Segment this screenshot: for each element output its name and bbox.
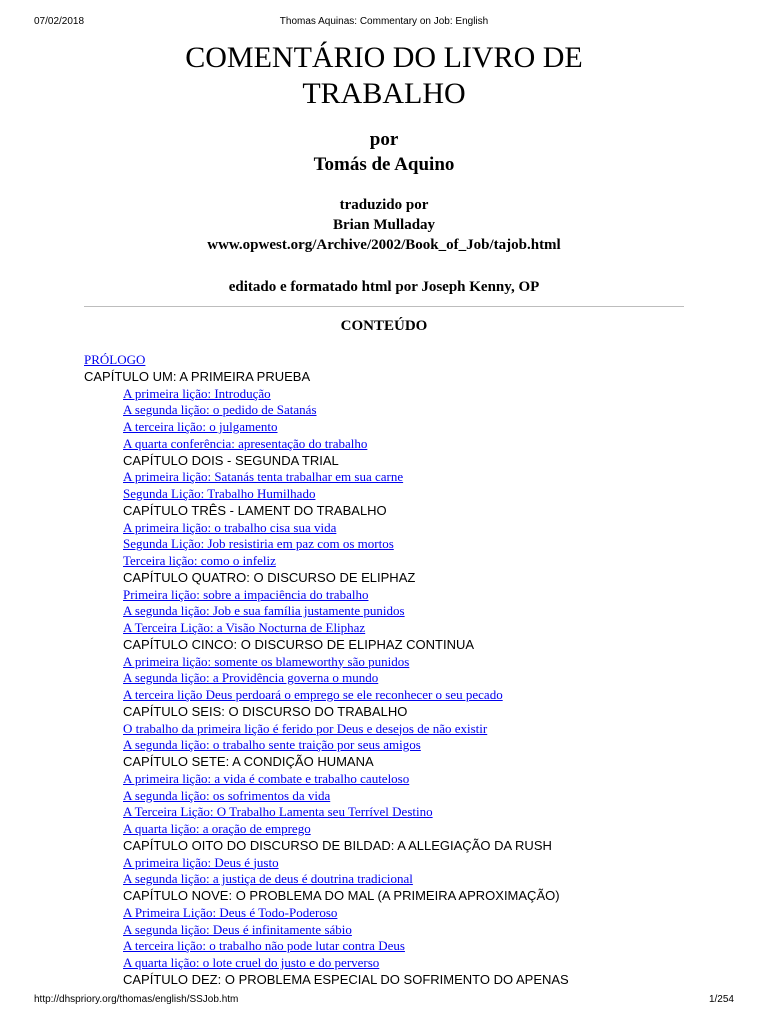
toc-entry-row: [84, 654, 684, 671]
toc-link[interactable]: A terceira lição Deus perdoará o emprego se ele reconhecer o seu pecado: [123, 687, 503, 702]
toc-chapter-heading: CAPÍTULO DEZ: O PROBLEMA ESPECIAL DO SOFRIMENTO DO APENAS: [123, 971, 569, 987]
toc-entry-row: [84, 922, 684, 939]
toc-entry-row: [84, 737, 684, 754]
title-line-2: TRABALHO: [302, 77, 466, 110]
toc-entry-row: [84, 788, 684, 805]
toc-entry-row: [84, 587, 684, 604]
toc-link[interactable]: A primeira lição: Introdução: [123, 385, 271, 401]
toc-link[interactable]: A Terceira Lição: O Trabalho Lamenta seu Terrível Destino: [123, 804, 433, 820]
toc-entry-row: [84, 855, 684, 872]
toc-link[interactable]: A primeira lição: Satanás tenta trabalhar em sua carne: [123, 469, 404, 485]
toc-chapter-heading: CAPÍTULO OITO DO DISCURSO DE BILDAD: A ALLEGIAÇÃO DA RUSH: [123, 837, 552, 853]
toc-chapter-row: [84, 704, 684, 721]
toc-link[interactable]: O trabalho da primeira lição é ferido por Deus e desejos de não existir: [123, 720, 488, 736]
toc-link[interactable]: A segunda lição: a justiça de deus é doutrina tradicional: [123, 871, 413, 887]
toc-entry-row: [84, 553, 684, 570]
toc-entry-row: [84, 955, 684, 972]
by-label: por: [369, 129, 399, 150]
toc-chapter-heading: CAPÍTULO SETE: A CONDIÇÃO HUMANA: [123, 754, 374, 769]
toc-link[interactable]: A Primeira Lição: Deus é Todo-Poderoso: [123, 904, 338, 920]
toc-entry-row: [84, 386, 684, 403]
toc-link[interactable]: A quarta lição: a oração de emprego: [123, 821, 311, 836]
toc-link[interactable]: A segunda lição: Job e sua família justamente punidos: [123, 603, 405, 619]
toc-chapter-heading: CAPÍTULO CINCO: O DISCURSO DE ELIPHAZ CONTINUA: [123, 636, 475, 652]
toc-entry-row: [84, 520, 684, 537]
print-header: [34, 16, 734, 32]
toc-link[interactable]: A terceira lição: o julgamento: [123, 419, 278, 434]
toc-entry-row: [84, 536, 684, 553]
toc-entry-row: [84, 687, 684, 704]
print-date: 07/02/2018: [34, 16, 85, 27]
toc-chapter-heading: CAPÍTULO SEIS: O DISCURSO DO TRABALHO: [123, 703, 408, 719]
toc-link[interactable]: A primeira lição: o trabalho cisa sua vida: [123, 519, 337, 535]
translation-credits: [0, 195, 768, 255]
toc-link[interactable]: Segunda Lição: Job resistiria em paz com os mortos: [123, 536, 394, 552]
toc-chapter-row: [84, 754, 684, 771]
toc-entry-row: [84, 436, 684, 453]
toc-link[interactable]: A primeira lição: Deus é justo: [123, 854, 279, 870]
toc-entry-row: [84, 670, 684, 687]
title-line-1: COMENTÁRIO DO LIVRO DE: [185, 41, 583, 74]
toc-entry-row: [84, 352, 684, 369]
author-name: Tomás de Aquino: [313, 154, 455, 175]
toc-link[interactable]: A segunda lição: a Providência governa o mundo: [123, 670, 379, 686]
translator-name: Brian Mulladay: [332, 217, 436, 233]
translated-by-label: traduzido por: [339, 197, 429, 213]
toc-chapter-heading: CAPÍTULO UM: A PRIMEIRA PRUEBA: [84, 368, 311, 384]
document-title: [80, 40, 688, 112]
toc-chapter-row: [84, 453, 684, 470]
print-url: http://dhspriory.org/thomas/english/SSJob.htm: [34, 994, 239, 1005]
toc-entry-row: [84, 402, 684, 419]
toc-link[interactable]: A quarta conferência: apresentação do trabalho: [123, 435, 368, 451]
table-of-contents: [84, 352, 684, 989]
page-counter: 1/254: [708, 994, 734, 1005]
toc-entry-row: [84, 804, 684, 821]
toc-entry-row: [84, 938, 684, 955]
print-page-title: Thomas Aquinas: Commentary on Job: English: [279, 16, 489, 27]
toc-link[interactable]: A segunda lição: Deus é infinitamente sábio: [123, 921, 352, 937]
toc-link[interactable]: A primeira lição: a vida é combate e trabalho cauteloso: [123, 770, 410, 786]
toc-entry-row: [84, 486, 684, 503]
toc-entry-row: [84, 469, 684, 486]
toc-entry-row: [84, 721, 684, 738]
toc-chapter-row: [84, 637, 684, 654]
toc-chapter-row: [84, 888, 684, 905]
source-url: www.opwest.org/Archive/2002/Book_of_Job/tajob.html: [207, 237, 561, 253]
toc-entry-row: [84, 821, 684, 838]
edited-credit: editado e formatado html por Joseph Kenny, OP: [228, 279, 540, 295]
toc-link[interactable]: Primeira lição: sobre a impaciência do trabalho: [123, 586, 369, 602]
toc-entry-row: [84, 905, 684, 922]
toc-link[interactable]: A segunda lição: o trabalho sente traição por seus amigos: [123, 737, 421, 753]
toc-chapter-row: [84, 570, 684, 587]
toc-chapter-row: [84, 972, 684, 989]
toc-chapter-heading: CAPÍTULO TRÊS - LAMENT DO TRABALHO: [123, 502, 387, 518]
toc-chapter-row: [84, 838, 684, 855]
toc-link[interactable]: A primeira lição: somente os blameworthy são punidos: [123, 653, 410, 669]
toc-entry-row: [84, 419, 684, 436]
toc-entry-row: [84, 603, 684, 620]
toc-entry-row: [84, 871, 684, 888]
toc-link[interactable]: A segunda lição: os sofrimentos da vida: [123, 787, 331, 803]
toc-link[interactable]: A terceira lição: o trabalho não pode lutar contra Deus: [123, 938, 405, 954]
toc-chapter-row: [84, 503, 684, 520]
toc-link[interactable]: A quarta lição: o lote cruel do justo e do perverso: [123, 955, 380, 970]
toc-entry-row: [84, 771, 684, 788]
toc-link[interactable]: A Terceira Lição: a Visão Nocturna de Eliphaz: [123, 620, 366, 635]
contents-heading: CONTEÚDO: [340, 318, 428, 334]
toc-chapter-heading: CAPÍTULO DOIS - SEGUNDA TRIAL: [123, 452, 339, 468]
toc-entry-row: [84, 620, 684, 637]
toc-link[interactable]: A segunda lição: o pedido de Satanás: [123, 402, 317, 418]
toc-chapter-heading: CAPÍTULO QUATRO: O DISCURSO DE ELIPHAZ: [123, 569, 416, 585]
toc-link[interactable]: PRÓLOGO: [84, 352, 146, 367]
toc-link[interactable]: Terceira lição: como o infeliz: [123, 553, 276, 568]
toc-link[interactable]: Segunda Lição: Trabalho Humilhado: [123, 486, 316, 501]
toc-chapter-heading: CAPÍTULO NOVE: O PROBLEMA DO MAL (A PRIMEIRA APROXIMAÇÃO): [123, 888, 560, 903]
horizontal-rule: [84, 306, 684, 307]
toc-chapter-row: [84, 369, 684, 386]
print-footer: [34, 994, 734, 1010]
